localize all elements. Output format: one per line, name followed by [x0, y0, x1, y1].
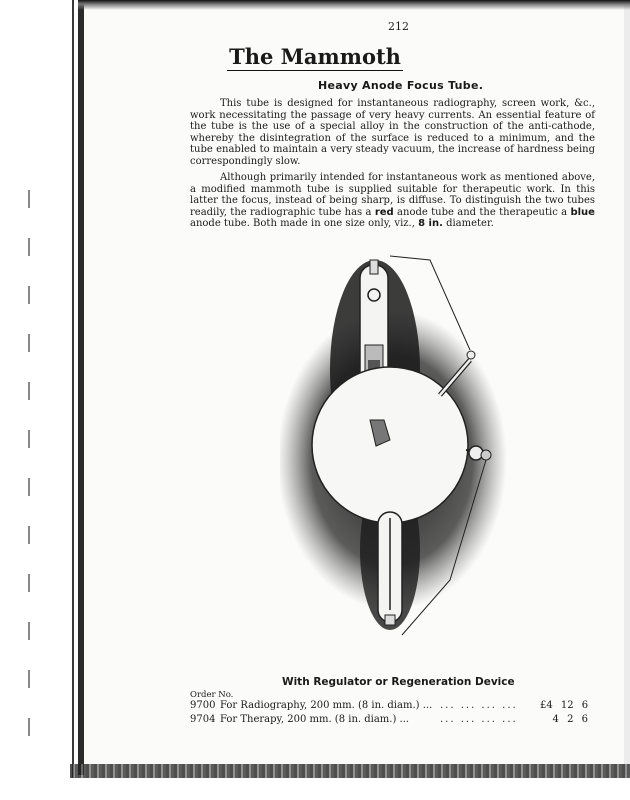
paragraph-2-part-d: diameter. — [446, 218, 494, 229]
page-title — [0, 44, 630, 69]
item-description: For Radiography, 200 mm. (8 in. diam.) ... — [220, 700, 433, 711]
margin-marks — [28, 190, 34, 766]
order-no-label: Order No. — [190, 690, 234, 700]
price-row — [190, 714, 590, 728]
page-number: 212 — [388, 20, 409, 33]
item-description: For Therapy, 200 mm. (8 in. diam.) ... — [220, 714, 410, 725]
binding-edge — [0, 0, 74, 800]
blue-keyword: blue — [570, 206, 595, 218]
paragraph-2-part-b: anode tube and the therapeutic a — [397, 206, 568, 218]
bottom-scan-edge — [70, 764, 630, 778]
item-price: £4 12 6 — [540, 700, 589, 711]
x-ray-tube-illustration — [280, 250, 530, 640]
page-subtitle: Heavy Anode Focus Tube. — [318, 79, 484, 92]
paragraph-2-part-c: anode tube. Both made in one size only, viz., — [190, 218, 415, 229]
paragraph-2 — [190, 172, 595, 230]
leader-dots: ... ... ... ... — [440, 714, 518, 725]
description-text — [190, 98, 595, 235]
paragraph-2-part-a: Although primarily intended for instantaneous work as mentioned above, a modified mammoth tube is supplied suitable for therapeutic work. In this latter the focus, instead of being sharp, is diffuse. To distinguish the two tubes readily, the radiographic tube has a — [190, 172, 595, 218]
size-keyword: 8 in. — [418, 218, 443, 229]
item-price: 4 2 6 — [552, 714, 588, 725]
order-number: 9700 — [190, 700, 216, 711]
leader-dots: ... ... ... ... — [440, 700, 518, 711]
top-scan-shadow — [78, 0, 630, 10]
order-number: 9704 — [190, 714, 216, 725]
price-row — [190, 700, 590, 714]
page-title-text: The Mammoth — [229, 44, 401, 69]
red-keyword: red — [374, 206, 394, 218]
price-list-heading: With Regulator or Regeneration Device — [282, 676, 515, 688]
paragraph-1: This tube is designed for instantaneous radiography, screen work, &c., work necessitating the passage of very heavy currents. An essential feature of the tube is the use of a special alloy in the construction of the anti-cathode, whereby the disintegration of the surface is reduced to a minimum, and the tube enabled to maintain a very steady vacuum, the increase of hardness being correspondingly slow. — [190, 98, 595, 167]
